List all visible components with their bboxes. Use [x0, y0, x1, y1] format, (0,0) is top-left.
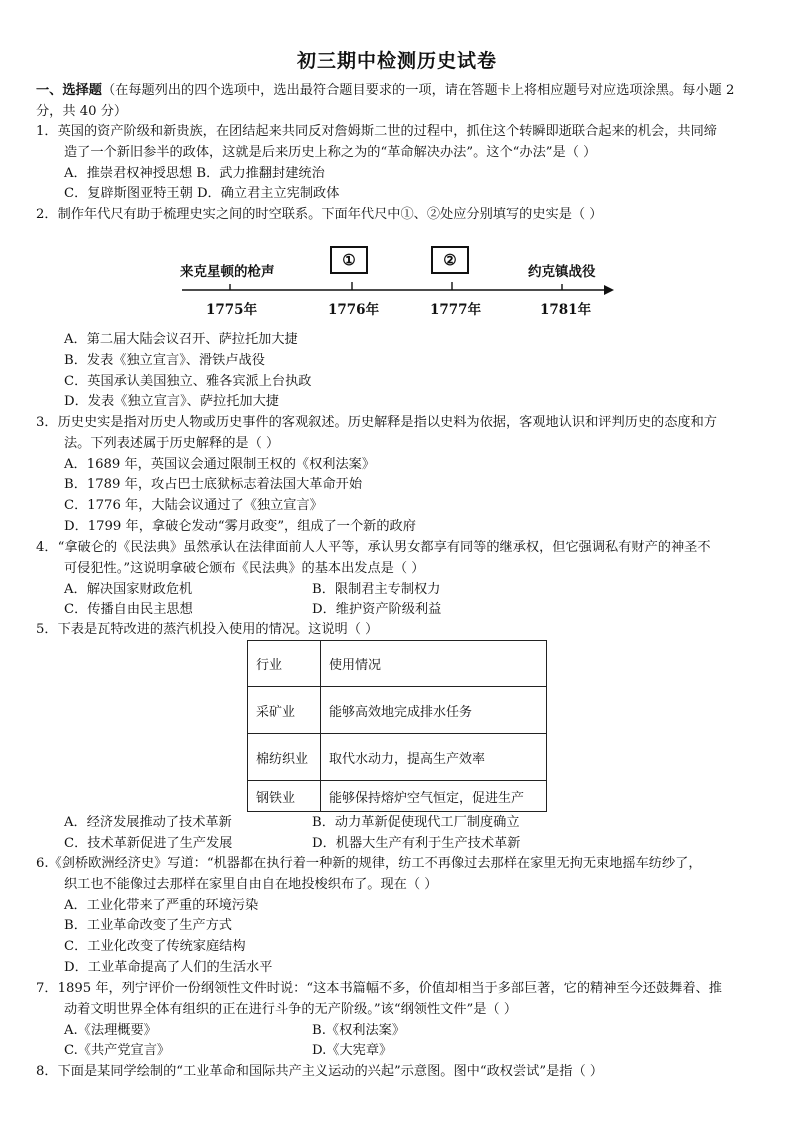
table-cell: 取代水动力，提高生产效率: [321, 734, 547, 781]
q5-options-row2: [36, 834, 764, 855]
q6-option-b[interactable]: B．工业革命改变了生产方式: [64, 918, 232, 934]
q3-option-d[interactable]: D．1799 年，拿破仑发动“雾月政变”，组成了一个新的政府: [64, 518, 416, 534]
q6-option-a[interactable]: A．工业化带来了严重的环境污染: [64, 897, 259, 913]
q4-option-b[interactable]: B．限制君主专制权力: [312, 581, 441, 597]
q3-option-a[interactable]: A．1689 年，英国议会通过限制王权的《权利法案》: [64, 456, 376, 472]
q8-stem: 8．下面是某同学绘制的“工业革命和国际共产主义运动的兴起”示意图。图中“政权尝试”是指（ ）: [36, 1064, 604, 1079]
table-row: [248, 781, 547, 812]
q6-line2: 织工也不能像过去那样在家里自由自在地投梭织布了。现在（ ）: [64, 876, 438, 892]
timeline-year-1781: 1781年: [540, 302, 592, 318]
table-cell: 棉纺织业: [248, 734, 321, 781]
q7-option-d[interactable]: D.《大宪章》: [312, 1043, 393, 1059]
table-row: [248, 687, 547, 734]
q3-option-b[interactable]: B．1789 年，攻占巴士底狱标志着法国大革命开始: [64, 477, 363, 493]
question-5: [36, 620, 764, 641]
q4-options-row1: [36, 580, 764, 601]
timeline-year-1777: 1777年: [430, 302, 482, 318]
q2-option-a[interactable]: A．第二届大陆会议召开、萨拉托加大捷: [64, 332, 298, 347]
exam-title: 初三期中检测历史试卷: [296, 50, 497, 72]
q3-line1: 3．历史史实是指对历史人物或历史事件的客观叙述。历史解释是指以史料为依据，客观地认识和评判历史的态度和方: [36, 415, 717, 430]
q3-line2: 法。下列表述属于历史解释的是（ ）: [64, 435, 280, 451]
q6-option-c[interactable]: C．工业化改变了传统家庭结构: [64, 939, 246, 955]
timeline-year-1776: 1776年: [328, 302, 380, 318]
q5-stem: 5．下表是瓦特改进的蒸汽机投入使用的情况。这说明（ ）: [36, 622, 379, 637]
timeline-box-2: ②: [431, 246, 469, 274]
question-4: [36, 538, 764, 621]
q1-option-ab[interactable]: A．推崇君权神授思想 B．武力推翻封建统治: [64, 165, 325, 181]
q5-options-row1: [36, 813, 764, 834]
question-6: [36, 854, 764, 979]
table-header-row: [248, 641, 547, 687]
q2-stem: 2．制作年代尺有助于梳理史实之间的时空联系。下面年代尺中①、②处应分别填写的史实是（ ）: [36, 207, 603, 222]
q7-option-c[interactable]: C.《共产党宣言》: [64, 1043, 171, 1059]
question-8: [36, 1062, 764, 1083]
q7-options-row1: [36, 1021, 764, 1042]
q4-option-a[interactable]: A．解决国家财政危机: [64, 581, 193, 597]
q5-option-b[interactable]: B．动力革新促使现代工厂制度确立: [312, 815, 520, 830]
question-1: [36, 122, 764, 205]
q4-line2: 可侵犯性。”这说明拿破仑颁布《民法典》的基本出发点是（ ）: [64, 560, 425, 576]
question-2: [36, 205, 764, 226]
table-cell: 能够保持熔炉空气恒定，促进生产: [321, 781, 547, 812]
table-cell: 能够高效地完成排水任务: [321, 687, 547, 734]
table-header-usage: 使用情况: [321, 641, 547, 687]
timeline-year-1775: 1775年: [206, 302, 258, 318]
q3-option-c[interactable]: C．1776 年，大陆会议通过了《独立宣言》: [64, 498, 323, 514]
section-instructions: （在每题列出的四个选项中，选出最符合题目要求的一项，请在答题卡上将相应题号对应选项涂黑。每小题 2 分，共 40 分）: [36, 83, 735, 119]
q5-table: [247, 640, 547, 812]
q6-line1: 6.《剑桥欧洲经济史》写道：“机器都在执行着一种新的规律，纺工不再像过去那样在家里无拘无束地摇车纺纱了，: [36, 856, 702, 871]
q4-option-c[interactable]: C．传播自由民主思想: [64, 602, 193, 618]
timeline-label-yorktown: 约克镇战役: [528, 264, 596, 280]
table-cell: 钢铁业: [248, 781, 321, 812]
q5-option-a[interactable]: A．经济发展推动了技术革新: [64, 815, 232, 830]
q7-line2: 动着文明世界全体有组织的正在进行斗争的无产阶级。”该“纲领性文件”是（ ）: [64, 1001, 518, 1017]
q2-option-c[interactable]: C．英国承认美国独立、雅各宾派上台执政: [64, 373, 312, 389]
q5-option-d[interactable]: D．机器大生产有利于生产技术革新: [312, 835, 521, 851]
question-3: [36, 413, 764, 538]
table-row: [248, 734, 547, 781]
q1-line2: 造了一个新旧参半的政体，这就是后来历史上称之为的“革命解决办法”。这个“办法”是（ ）: [64, 144, 597, 160]
q7-line1: 7．1895 年，列宁评价一份纲领性文件时说：“这本书篇幅不多，价值却相当于多部巨著，它的精神至今还鼓舞着、推: [36, 981, 722, 996]
timeline-label-lexington: 来克星顿的枪声: [180, 264, 275, 280]
timeline-figure: [178, 238, 618, 318]
q4-line1: 4．“拿破仑的《民法典》虽然承认在法律面前人人平等，承认男女都享有同等的继承权，但它强调私有财产的神圣不: [36, 540, 711, 555]
question-7: [36, 979, 764, 1062]
q1-line1: 1．英国的资产阶级和新贵族，在团结起来共同反对詹姆斯二世的过程中，抓住这个转瞬即逝联合起来的机会，共同缔: [36, 124, 717, 139]
q2-option-d[interactable]: D．发表《独立宣言》、萨拉托加大捷: [64, 394, 279, 410]
q5-option-c[interactable]: C．技术革新促进了生产发展: [64, 835, 233, 851]
q7-option-b[interactable]: B.《权利法案》: [312, 1022, 406, 1038]
q6-option-d[interactable]: D．工业革命提高了人们的生活水平: [64, 959, 273, 975]
q7-option-a[interactable]: A.《法理概要》: [64, 1022, 157, 1038]
section-header: [36, 80, 762, 122]
question-5-options: [36, 813, 764, 855]
section-head: 一、选择题: [36, 83, 102, 98]
q2-option-b[interactable]: B．发表《独立宣言》、滑铁卢战役: [64, 352, 265, 368]
q4-option-d[interactable]: D．维护资产阶级利益: [312, 602, 442, 618]
table-cell: 采矿业: [248, 687, 321, 734]
question-2-options: [36, 330, 764, 413]
q7-options-row2: [36, 1041, 764, 1062]
table-header-industry: 行业: [248, 641, 321, 687]
q4-options-row2: [36, 600, 764, 621]
q1-option-cd[interactable]: C．复辟斯图亚特王朝 D．确立君主立宪制政体: [64, 186, 340, 202]
timeline-box-1: ①: [330, 246, 368, 274]
